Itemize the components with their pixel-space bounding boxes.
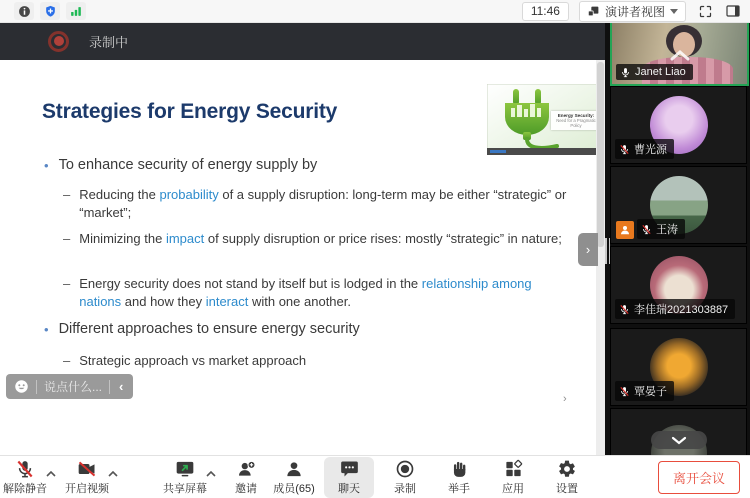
divider	[36, 380, 37, 394]
slide-next-icon[interactable]: ›	[563, 393, 567, 405]
recording-status-bar	[0, 22, 605, 60]
members-icon	[284, 459, 304, 479]
share-screen-icon	[174, 459, 196, 479]
scroll-down-button[interactable]	[651, 431, 707, 449]
unmute-button[interactable]: 解除静音	[0, 457, 50, 498]
participant-video-sidebar	[605, 20, 750, 455]
participant-name-tag: 李佳瑞2021303887	[615, 299, 735, 319]
participant-name-tag: Janet Liao	[616, 64, 693, 80]
view-mode-label: 演讲者视图	[604, 4, 665, 19]
participant-name-tag: 王涛	[637, 219, 685, 239]
apps-grid-icon	[504, 459, 523, 479]
sub-bullet-1: – Reducing the probability of a supply disruption: long-term may be either “strategic” or “market”;	[63, 187, 567, 220]
mic-muted-icon	[15, 459, 35, 479]
video-tile-qin-yanzi[interactable]	[610, 328, 747, 406]
camera-off-icon	[76, 459, 98, 479]
gear-icon	[557, 459, 577, 479]
settings-button[interactable]: 设置	[542, 457, 592, 498]
slide-title: Strategies for Energy Security	[42, 100, 338, 123]
video-tile-li-jiarui[interactable]	[610, 246, 747, 324]
bullet-dot: •	[44, 322, 49, 337]
bullet-2: • Different approaches to ensure energy security	[44, 321, 360, 337]
dash-marker: –	[63, 231, 71, 246]
layout-view-icon	[587, 5, 600, 18]
top-status-bar	[0, 0, 750, 23]
side-panel-toggle-icon[interactable]	[724, 2, 742, 20]
sub-bullet-2: – Minimizing the impact of supply disruption or price rises: mostly “strategic” in nature;	[63, 231, 562, 246]
participant-name-tag: 曹光源	[615, 139, 674, 159]
recording-status-label: 录制中	[89, 34, 129, 50]
chat-pill-collapse-icon[interactable]: ‹	[119, 379, 124, 394]
invite-person-icon	[236, 459, 257, 479]
hyperlink-impact: impact	[165, 231, 205, 246]
sub-bullet-4: – Strategic approach vs market approach	[63, 353, 307, 368]
energy-plug-image	[487, 84, 601, 155]
slide-scrollbar-thumb[interactable]	[597, 62, 604, 247]
bullet-dot: •	[44, 158, 49, 173]
invite-button[interactable]: 邀请	[224, 457, 268, 498]
share-screen-button[interactable]: 共享屏幕	[160, 457, 210, 498]
fullscreen-icon[interactable]	[696, 2, 714, 20]
shared-screen-slide	[0, 60, 605, 455]
sidebar-collapse-tab[interactable]: ›	[578, 233, 598, 266]
view-mode-button[interactable]	[579, 1, 686, 22]
hyperlink-interact: interact	[205, 293, 249, 309]
meeting-info-icon[interactable]	[14, 2, 34, 20]
dash-marker: –	[63, 276, 71, 291]
share-options-chevron-icon[interactable]	[206, 464, 216, 482]
chat-placeholder[interactable]: 说点什么...	[44, 380, 103, 394]
dash-marker: –	[63, 187, 71, 202]
divider	[109, 380, 110, 394]
raised-hand-icon	[450, 459, 469, 479]
video-tile-cao-guangyuan[interactable]	[610, 86, 747, 164]
record-icon	[395, 459, 415, 479]
mic-muted-icon	[619, 386, 630, 397]
encryption-shield-icon[interactable]	[40, 2, 60, 20]
raise-hand-button[interactable]: 举手	[434, 457, 484, 498]
bullet-1: • To enhance security of energy supply by	[44, 157, 318, 173]
mic-muted-icon	[619, 304, 630, 315]
mic-muted-icon	[619, 144, 630, 155]
hyperlink-relationship: relationship among nations	[79, 276, 532, 309]
meeting-toolbar	[0, 455, 750, 498]
host-badge-icon	[616, 221, 634, 239]
emoji-smiley-icon[interactable]	[14, 379, 29, 394]
mic-on-icon	[620, 67, 631, 78]
sub-bullet-3: – Energy security does not stand by itself but is lodged in the relationship among nations and how they interact with one another.	[63, 276, 532, 309]
mic-muted-icon	[641, 224, 652, 235]
dash-marker: –	[63, 353, 71, 368]
plug-image-caption: Energy Security: Need for a Pragmatic Policy	[551, 111, 601, 130]
hyperlink-probability: probability	[159, 187, 219, 202]
sidebar-drag-handle[interactable]	[604, 236, 611, 266]
chat-button[interactable]: 聊天	[324, 457, 374, 498]
leave-meeting-button[interactable]: 离开会议	[658, 461, 740, 494]
video-tile-partial[interactable]	[610, 408, 747, 457]
chat-bubble-icon	[339, 459, 360, 479]
quick-chat-input[interactable]	[6, 374, 133, 399]
recording-dot-icon	[48, 31, 69, 52]
meeting-info-icons	[14, 2, 86, 20]
person-icon	[619, 224, 631, 236]
video-options-chevron-icon[interactable]	[108, 464, 118, 482]
record-button[interactable]: 录制	[380, 457, 430, 498]
apps-button[interactable]: 应用	[488, 457, 538, 498]
members-button[interactable]: 成员(65)	[268, 457, 320, 498]
mic-options-chevron-icon[interactable]	[46, 464, 56, 482]
network-signal-icon[interactable]	[66, 2, 86, 20]
start-video-button[interactable]: 开启视频	[62, 457, 112, 498]
video-tile-wang-tao[interactable]	[610, 166, 747, 244]
chevron-down-icon	[670, 9, 678, 14]
clock-display: 11:46	[522, 2, 569, 21]
participant-name-tag: 覃晏子	[615, 381, 674, 401]
video-tile-janet-liao[interactable]	[610, 20, 749, 86]
